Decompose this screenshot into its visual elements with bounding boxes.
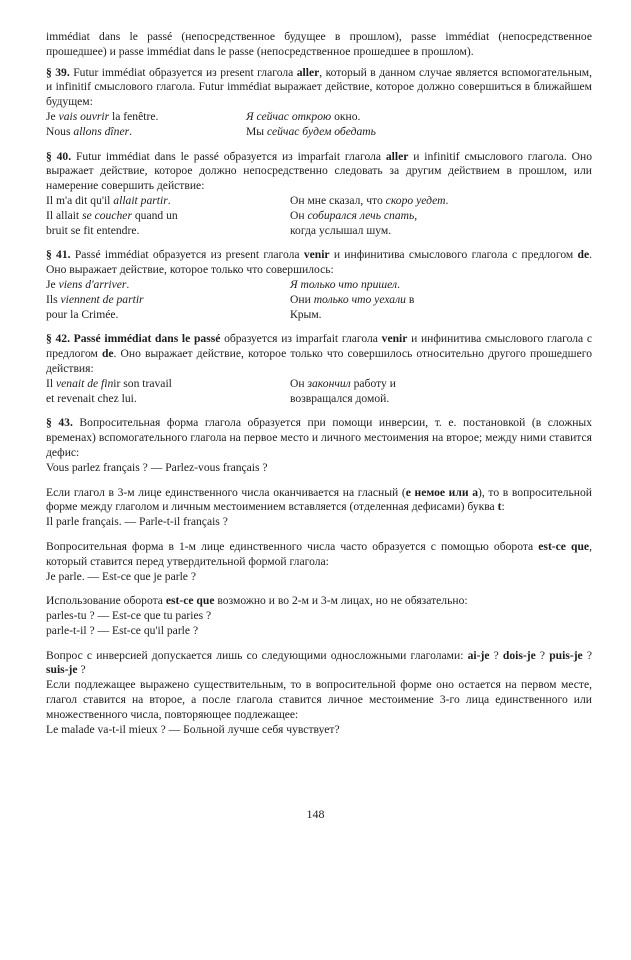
italic-term: viennent de partir: [60, 292, 144, 306]
bold-term: suis-je: [46, 663, 78, 677]
text-run: Je: [46, 277, 59, 291]
bold-term: de: [101, 347, 114, 361]
italic-term: Я сейчас открою: [246, 109, 332, 123]
text-run: Крым.: [290, 307, 322, 321]
text-run: образуется из imparfait глагола: [220, 332, 382, 346]
example-43: Vous parlez français ? — Parlez-vous français ?: [46, 460, 268, 474]
example-row: [46, 392, 592, 407]
bold-term: venir: [381, 332, 408, 346]
text-run: возвращался домой.: [290, 391, 390, 405]
italic-term: vais ouvrir: [58, 109, 110, 123]
bold-term: е немое или а: [405, 485, 478, 499]
text-run: Он: [290, 208, 308, 222]
text-run: Он: [290, 376, 308, 390]
paragraph-est-ce-que-usage: [46, 594, 592, 609]
text-run: и инфинитива смыслового глагола с предлогом: [46, 332, 592, 361]
text-run: . Оно выражает действие, которое только что совершилось:: [46, 248, 592, 277]
example-french: [46, 110, 158, 125]
text-run: .: [129, 124, 133, 138]
text-run: окно.: [331, 109, 361, 123]
paragraph-inversion: [46, 649, 592, 679]
text-run: bruit se fit entendre.: [46, 223, 140, 237]
bold-term: est-ce que: [538, 539, 590, 553]
text-run: .: [445, 193, 449, 207]
example-french: [46, 377, 172, 392]
example-row: [46, 125, 592, 140]
example-row: [46, 209, 592, 224]
italic-term: viens d'arriver: [58, 277, 127, 291]
italic-term: закончил: [307, 376, 351, 390]
text-run: pour la Crimée.: [46, 307, 119, 321]
text-run: Вопрос с инверсией допускается лишь со следующими односложными глаголами:: [46, 648, 468, 662]
example-row: [46, 110, 592, 125]
paragraph-noun-subject: [46, 678, 592, 722]
text-run: , который ставится перед утвердительной формой глагола:: [46, 539, 592, 568]
bold-term: dois-je: [502, 648, 536, 662]
text-run: ?: [582, 648, 592, 662]
example-russian: [290, 293, 414, 308]
bold-term: puis-je: [549, 648, 583, 662]
text-run: Nous: [46, 124, 74, 138]
italic-term: только что уехали: [313, 292, 406, 306]
text-run: Futur immédiat dans le passé образуется из imparfait глагола: [71, 149, 386, 163]
text-run: Je: [46, 109, 59, 123]
bold-term: ai-je: [467, 648, 490, 662]
example-french: [46, 125, 132, 140]
text-run: Они: [290, 292, 314, 306]
examples-39: [46, 110, 592, 140]
section-42: [46, 332, 592, 376]
page-body: [46, 30, 592, 737]
text-run: , который в данном случае является вспомогательным, и infinitif смыслового глагола. Futur immédiat выражает действие, которое должно совершиться в ближайшем будущем:: [46, 65, 592, 109]
text-run: Il m'a dit qu'il: [46, 193, 114, 207]
italic-term: собирался лечь спать: [307, 208, 415, 222]
example-row: [46, 224, 592, 239]
text-run: Если глагол в 3-м лице единственного числа оканчивается на гласный (: [46, 485, 406, 499]
intro-paragraph: [46, 30, 592, 60]
bold-term: de: [577, 248, 590, 262]
page-number: 148: [306, 807, 325, 821]
example-russian: [290, 194, 448, 209]
bold-term: aller: [385, 149, 409, 163]
bold-term: § 41.: [46, 248, 71, 262]
text-run: immédiat dans le passé (непосредственное будущее в прошлом), passe immédiat (непосредственное прошедшее) и passe immédiat dans le passe (непосредственное прошедшее в прошлом).: [46, 30, 592, 58]
bold-term: t: [497, 500, 502, 514]
text-run: Вопросительная форма глагола образуется при помощи инверсии, т. е. постановкой (в сложных временах) вспомогательного глагола на первое место и личного местоимения на второе; между ними ставится дефис:: [46, 416, 592, 459]
paragraph-est-ce-que: [46, 540, 592, 570]
examples-42: [46, 377, 592, 407]
text-run: Il: [46, 376, 56, 390]
example-russian: [290, 392, 389, 407]
example-french: [46, 392, 137, 407]
bold-term: aller: [296, 65, 320, 79]
example-third-person: Il parle français. — Parle-t-il français ?: [46, 515, 228, 529]
italic-term: allait partir: [113, 193, 168, 207]
text-run: .: [167, 193, 171, 207]
italic-term: сейчас будем обедать: [267, 124, 376, 138]
text-run: Он мне сказал, что: [290, 193, 386, 207]
example-russian: [290, 278, 400, 293]
text-run: Вопросительная форма в 1-м лице единственного числа часто образуется с помощью оборота: [46, 539, 539, 553]
example-usage-1: parles-tu ? — Est-ce que tu paries ?: [46, 609, 212, 623]
section-39: [46, 66, 592, 110]
text-run: работу и: [350, 376, 396, 390]
text-run: Il allait: [46, 208, 83, 222]
italic-term: venait de fin: [55, 376, 114, 390]
example-french: [46, 194, 171, 209]
example-russian: [290, 377, 396, 392]
bold-term: § 40.: [46, 149, 72, 163]
italic-term: allons dîner: [73, 124, 130, 138]
italic-term: Я только что пришел: [290, 277, 398, 291]
bold-term: § 39.: [46, 65, 70, 79]
example-est-ce-que: Je parle. — Est-ce que je parle ?: [46, 569, 196, 583]
italic-term: скоро уедет: [385, 193, 446, 207]
example-french: [46, 224, 139, 239]
text-run: Ils: [46, 292, 61, 306]
example-row: [46, 278, 592, 293]
text-run: Мы: [246, 124, 267, 138]
example-row: [46, 377, 592, 392]
text-run: .: [397, 277, 400, 291]
text-run: quand un: [131, 208, 178, 222]
example-russian: [290, 308, 322, 323]
text-run: ,: [414, 208, 418, 222]
example-russian: [290, 224, 391, 239]
section-40: [46, 150, 592, 194]
example-row: [46, 308, 592, 323]
section-43: [46, 416, 592, 460]
section-41: [46, 248, 592, 278]
example-noun-subject: Le malade va-t-il mieux ? — Больной лучше себя чувствует?: [46, 722, 340, 736]
example-russian: [246, 110, 360, 125]
example-french: [46, 209, 178, 224]
example-row: [46, 194, 592, 209]
text-run: ?: [77, 663, 86, 677]
italic-term: se coucher: [82, 208, 132, 222]
bold-term: est-ce que: [165, 594, 215, 608]
text-run: :: [501, 500, 505, 514]
text-run: la fenêtre.: [109, 109, 159, 123]
text-run: и infinitif смыслового глагола. Оно выражает действие, которое должно непосредственно следовать за другим действием в прошлом, или намерение совершить действие:: [46, 149, 592, 193]
example-french: [46, 308, 118, 323]
examples-40: [46, 194, 592, 238]
text-run: Если подлежащее выражено существительным, то в вопросительной форме оно остается на первом месте, глагол ставится на второе, а после глагола ставится личное местоимение 3-го лица единственного или множественного числа, повторяющее подлежащее:: [46, 678, 592, 721]
bold-term: venir: [303, 248, 330, 262]
text-run: .: [126, 277, 130, 291]
text-run: в: [405, 292, 415, 306]
text-run: et revenait chez lui.: [46, 391, 137, 405]
example-french: [46, 293, 144, 308]
text-run: . Оно выражает действие, которое только что совершилось относительно другого прошедшего действия:: [46, 347, 592, 375]
text-run: когда услышал шум.: [290, 223, 392, 237]
example-row: [46, 293, 592, 308]
text-run: ?: [535, 648, 550, 662]
text-run: Passé immédiat образуется из present глагола: [70, 248, 304, 262]
text-run: ?: [489, 648, 503, 662]
paragraph-third-person: [46, 486, 592, 516]
text-run: и инфинитива смыслового глагола с предлогом: [329, 248, 578, 262]
example-usage-2: parle-t-il ? — Est-ce qu'il parle ?: [46, 623, 199, 637]
text-run: ), то в вопросительной форме между глаголом и личным местоимением вставляется (отделенная дефисами) буква: [46, 485, 593, 514]
text-run: ir son travail: [113, 376, 172, 390]
bold-term: § 42. Passé immédiat dans le passé: [46, 332, 221, 346]
example-russian: [246, 125, 376, 140]
example-russian: [290, 209, 417, 224]
text-run: Использование оборота: [46, 594, 166, 608]
text-run: возможно и во 2-м и 3-м лицах, но не обязательно:: [214, 594, 468, 608]
bold-term: § 43.: [46, 416, 73, 430]
example-french: [46, 278, 129, 293]
text-run: Futur immédiat образуется из present глагола: [69, 65, 297, 79]
examples-41: [46, 278, 592, 322]
